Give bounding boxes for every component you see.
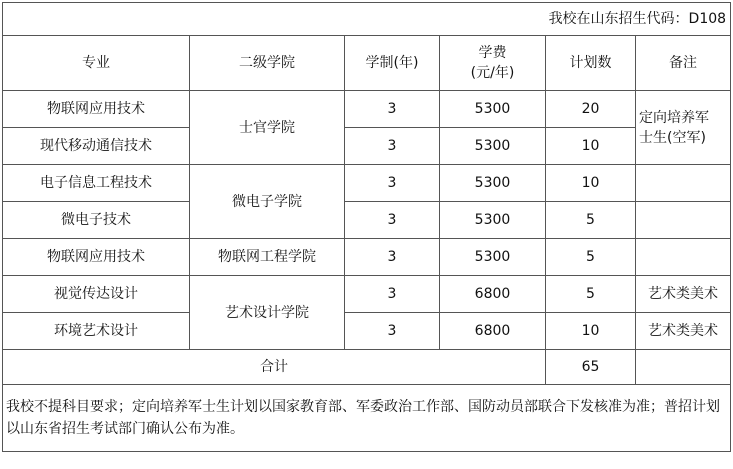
note-line2: 士生(空军) xyxy=(639,129,706,146)
cell-plan: 10 xyxy=(546,128,636,165)
cell-major: 微电子技术 xyxy=(3,202,190,239)
cell-plan: 5 xyxy=(546,239,636,276)
cell-note: 艺术类美术 xyxy=(636,313,731,350)
total-note xyxy=(636,350,731,385)
cell-note xyxy=(636,239,731,276)
cell-major: 环境艺术设计 xyxy=(3,313,190,350)
cell-major: 物联网应用技术 xyxy=(3,239,190,276)
cell-note: 艺术类美术 xyxy=(636,276,731,313)
cell-college: 艺术设计学院 xyxy=(190,276,345,350)
cell-years: 3 xyxy=(345,313,440,350)
cell-years: 3 xyxy=(345,239,440,276)
table-row xyxy=(3,276,731,313)
note-line1: 定向培养军 xyxy=(639,109,709,126)
cell-college: 物联网工程学院 xyxy=(190,239,345,276)
header-note: 备注 xyxy=(636,36,731,91)
cell-note xyxy=(636,91,731,165)
cell-years: 3 xyxy=(345,91,440,128)
cell-major: 视觉传达设计 xyxy=(3,276,190,313)
cell-fee: 5300 xyxy=(440,202,546,239)
total-row xyxy=(3,350,731,385)
cell-fee: 6800 xyxy=(440,313,546,350)
total-label: 合计 xyxy=(3,350,546,385)
cell-years: 3 xyxy=(345,128,440,165)
cell-years: 3 xyxy=(345,202,440,239)
header-plan: 计划数 xyxy=(546,36,636,91)
cell-major: 现代移动通信技术 xyxy=(3,128,190,165)
cell-plan: 5 xyxy=(546,202,636,239)
school-code: 我校在山东招生代码：D108 xyxy=(3,3,731,36)
cell-major: 电子信息工程技术 xyxy=(3,165,190,202)
cell-plan: 5 xyxy=(546,276,636,313)
cell-note xyxy=(636,165,731,202)
total-plan: 65 xyxy=(546,350,636,385)
header-row xyxy=(3,36,731,91)
cell-years: 3 xyxy=(345,276,440,313)
header-fee xyxy=(440,36,546,91)
table-row xyxy=(3,313,731,350)
cell-college: 士官学院 xyxy=(190,91,345,165)
table-row xyxy=(3,165,731,202)
cell-college: 微电子学院 xyxy=(190,165,345,239)
table-row xyxy=(3,91,731,128)
header-fee-line1: 学费 xyxy=(478,45,507,61)
cell-fee: 6800 xyxy=(440,276,546,313)
header-major: 专业 xyxy=(3,36,190,91)
cell-years: 3 xyxy=(345,165,440,202)
header-college: 二级学院 xyxy=(190,36,345,91)
table-row xyxy=(3,128,731,165)
enrollment-plan-table xyxy=(2,2,731,452)
cell-major: 物联网应用技术 xyxy=(3,91,190,128)
cell-note xyxy=(636,202,731,239)
cell-fee: 5300 xyxy=(440,165,546,202)
header-years: 学制(年) xyxy=(345,36,440,91)
table-row xyxy=(3,239,731,276)
header-fee-line2: (元/年) xyxy=(470,65,515,81)
cell-plan: 20 xyxy=(546,91,636,128)
cell-fee: 5300 xyxy=(440,91,546,128)
cell-plan: 10 xyxy=(546,313,636,350)
cell-plan: 10 xyxy=(546,165,636,202)
footer-row xyxy=(3,385,731,452)
cell-fee: 5300 xyxy=(440,239,546,276)
footer-note: 我校不提科目要求；定向培养军士生计划以国家教育部、军委政治工作部、国防动员部联合下发核准为准；普招计划以山东省招生考试部门确认公布为准。 xyxy=(3,385,731,452)
cell-fee: 5300 xyxy=(440,128,546,165)
table-row xyxy=(3,202,731,239)
